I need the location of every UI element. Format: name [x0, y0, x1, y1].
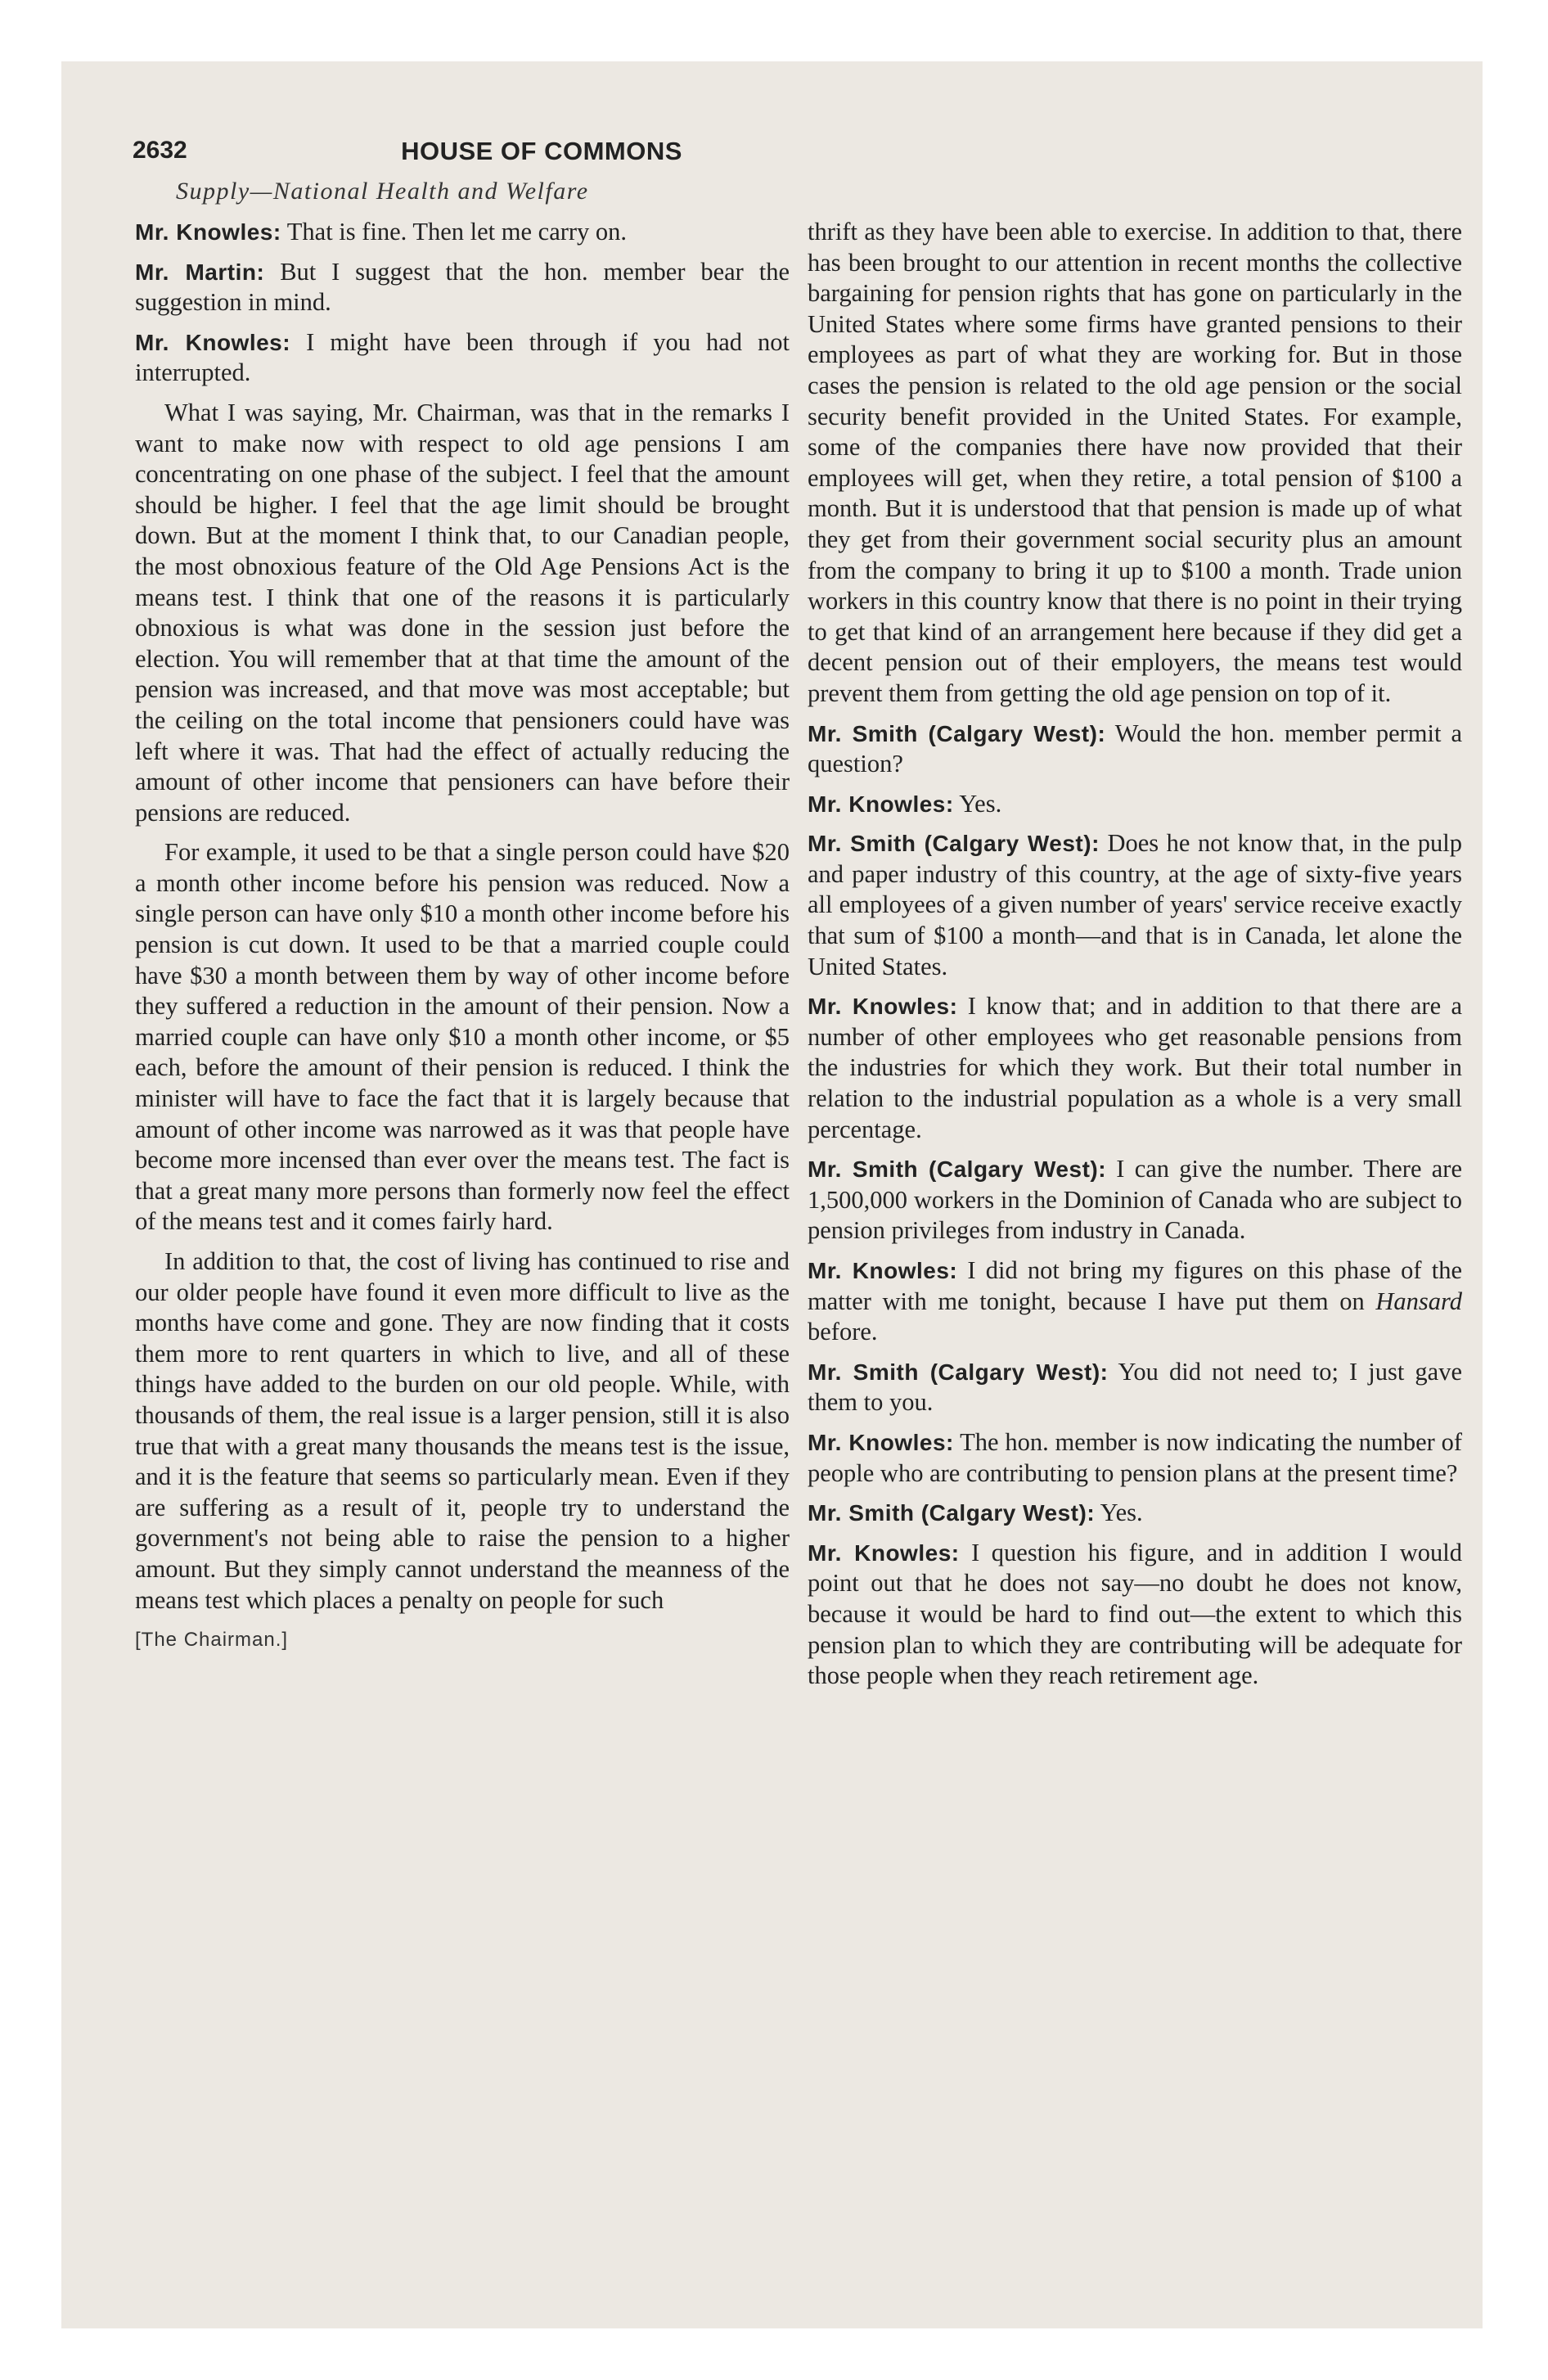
hansard-italic: Hansard — [1375, 1287, 1462, 1315]
paragraph — [808, 1357, 1462, 1418]
paragraph-text: I can give the number. There are 1,500,000 workers in the Dominion of Canada who are subject to pension privileges from industry in Canada. — [808, 1155, 1462, 1245]
speaker-name: Mr. Knowles: — [135, 219, 281, 245]
paragraph-text: That is fine. Then let me carry on. — [281, 218, 628, 246]
speaker-name: Mr. Martin: — [135, 259, 265, 285]
paragraph — [808, 1538, 1462, 1692]
running-head: HOUSE OF COMMONS — [401, 137, 682, 165]
paragraph-text: The hon. member is now indicating the number of people who are contributing to pension plans at the present time? — [808, 1427, 1462, 1487]
paragraph — [808, 217, 1462, 710]
paragraph-text: I might have been through if you had not interrupted. — [135, 327, 790, 387]
speaker-name: Mr. Knowles: — [135, 329, 291, 355]
speaker-name: Mr. Knowles: — [808, 1429, 954, 1455]
paragraph-text: I know that; and in addition to that there are a number of other employees who get reasonable pensions from the industries for which they work. But their total number in relation to the industrial population as a whole is a very small percentage. — [808, 992, 1462, 1143]
speaker-name: Mr. Knowles: — [808, 791, 954, 817]
speaker-name: Mr. Smith (Calgary West): — [808, 1156, 1107, 1183]
speaker-name: Mr. Knowles: — [808, 1258, 958, 1283]
paragraph — [808, 1154, 1462, 1246]
paragraph — [135, 257, 790, 318]
speaker-name: Mr. Knowles: — [808, 1539, 960, 1566]
paragraph-text: In addition to that, the cost of living has continued to rise and our older people have found it even more difficult to live as the months have come and gone. They are now finding that it costs them more to rent quarters in which to live, and all of these things have added to the burden on our old people. While, with thousands of them, the real issue is a larger pension, still it is also true that with a great many thousands the means test is the issue, and it is the feature that seems so particularly mean. Even if they are suffering as a result of it, people try to understand the government's not being able to raise the pension to a higher amount. But they simply cannot understand the meanness of the means test which places a penalty on people for such — [135, 1247, 790, 1614]
paragraph — [808, 1427, 1462, 1489]
document-page — [61, 61, 1483, 2328]
paragraph-text: What I was saying, Mr. Chairman, was that in the remarks I want to make now with respect to old age pensions I am concentrating on one phase of the subject. I feel that the amount should be higher. I feel that the age limit should be brought down. But at the moment I think that, to our Canadian people, the most obnoxious feature of the Old Age Pensions Act is the means test. I think that one of the reasons it is particularly obnoxious is what was done in the session just before the election. You will remember that at that time the amount of the pension was increased, and that move was most acceptable; but the ceiling on the total income that pensioners could have was left where it was. That had the effect of actually reducing the amount of other income that pensioners can have before their pensions are reduced. — [135, 398, 790, 827]
chair-attribution: [The Chairman.] — [135, 1629, 289, 1652]
paragraph-text: Yes. — [953, 789, 1002, 818]
left-column — [135, 217, 790, 1656]
paragraph-text: I did not bring my figures on this phase of the matter with me tonight, because I have put them on — [808, 1256, 1462, 1315]
paragraph-text: But I suggest that the hon. member bear the suggestion in mind. — [135, 257, 790, 317]
paragraph — [135, 217, 790, 248]
speaker-name: Mr. Smith (Calgary West): — [808, 831, 1100, 857]
paragraph — [808, 719, 1462, 780]
paragraph-text: Would the hon. member permit a question? — [808, 719, 1462, 778]
right-column — [808, 217, 1462, 1701]
paragraph-text: For example, it used to be that a single person could have $20 a month other income before his pension was reduced. Now a single person can have only $10 a month other income before his pension is cut down. It used to be that a married couple could have $30 a month between them by way of other income before they suffered a reduction in the amount of their pension. Now a married couple can have only $10 a month other income, or $5 each, before the amount of their pension is reduced. I think the minister will have to face the fact that it is largely because that amount of other income was narrowed as it was that people have become more incensed than ever over the means test. The fact is that a great many more persons than formerly now feel the effect of the means test and it comes fairly hard. — [135, 838, 790, 1236]
speaker-name: Mr. Smith (Calgary West): — [808, 720, 1106, 746]
paragraph — [808, 1255, 1462, 1348]
speaker-name: Mr. Smith (Calgary West): — [808, 1359, 1109, 1385]
paragraph — [808, 1498, 1462, 1529]
paragraph-text: Does he not know that, in the pulp and paper industry of this country, at the age of sixty-five years all employees of a given number of years' service receive exactly that sum of $100 a month—and that is in Canada, let alone the United States. — [808, 829, 1463, 980]
paragraph — [135, 837, 790, 1237]
paragraph-text: You did not need to; I just gave them to you. — [808, 1357, 1462, 1417]
paragraph — [808, 991, 1462, 1145]
speaker-name: Mr. Knowles: — [808, 994, 958, 1020]
speaker-name: Mr. Smith (Calgary West): — [808, 1500, 1096, 1526]
paragraph-text: I question his figure, and in addition I would point out that he does not say—no doubt he does not know, because it would be hard to find out—the extent to which this pension plan to which they are contributing will be adequate for those people when they reach retirement age. — [808, 1538, 1462, 1690]
paragraph-text: before. — [808, 1318, 878, 1346]
section-title: Supply—National Health and Welfare — [176, 178, 589, 205]
paragraph — [808, 789, 1462, 820]
paragraph — [808, 828, 1462, 982]
paragraph — [135, 1246, 790, 1616]
paragraph — [135, 327, 790, 389]
page-header — [133, 137, 1360, 178]
page-number: 2632 — [133, 137, 187, 164]
paragraph — [135, 398, 790, 828]
paragraph-text: thrift as they have been able to exercise. In addition to that, there has been brought to our attention in recent months the collective bargaining for pension rights that has gone on particularly in the United States where some firms have granted pensions to their employees as part of what they are working for. But in those cases the pension is related to the old age pension or the social security benefit provided in the United States. For example, some of the companies there have now provided that their employees will get, when they retire, a total pension of $100 a month. But it is understood that that pension is made up of what they get from their government social security plus an amount from the company to bring it up to $100 a month. Trade union workers in this country know that there is no point in their trying to get that kind of an arrangement here because if they did get a decent pension out of their employers, the means test would prevent them from getting the old age pension on top of it. — [808, 218, 1462, 707]
paragraph-text: Yes. — [1095, 1499, 1143, 1527]
